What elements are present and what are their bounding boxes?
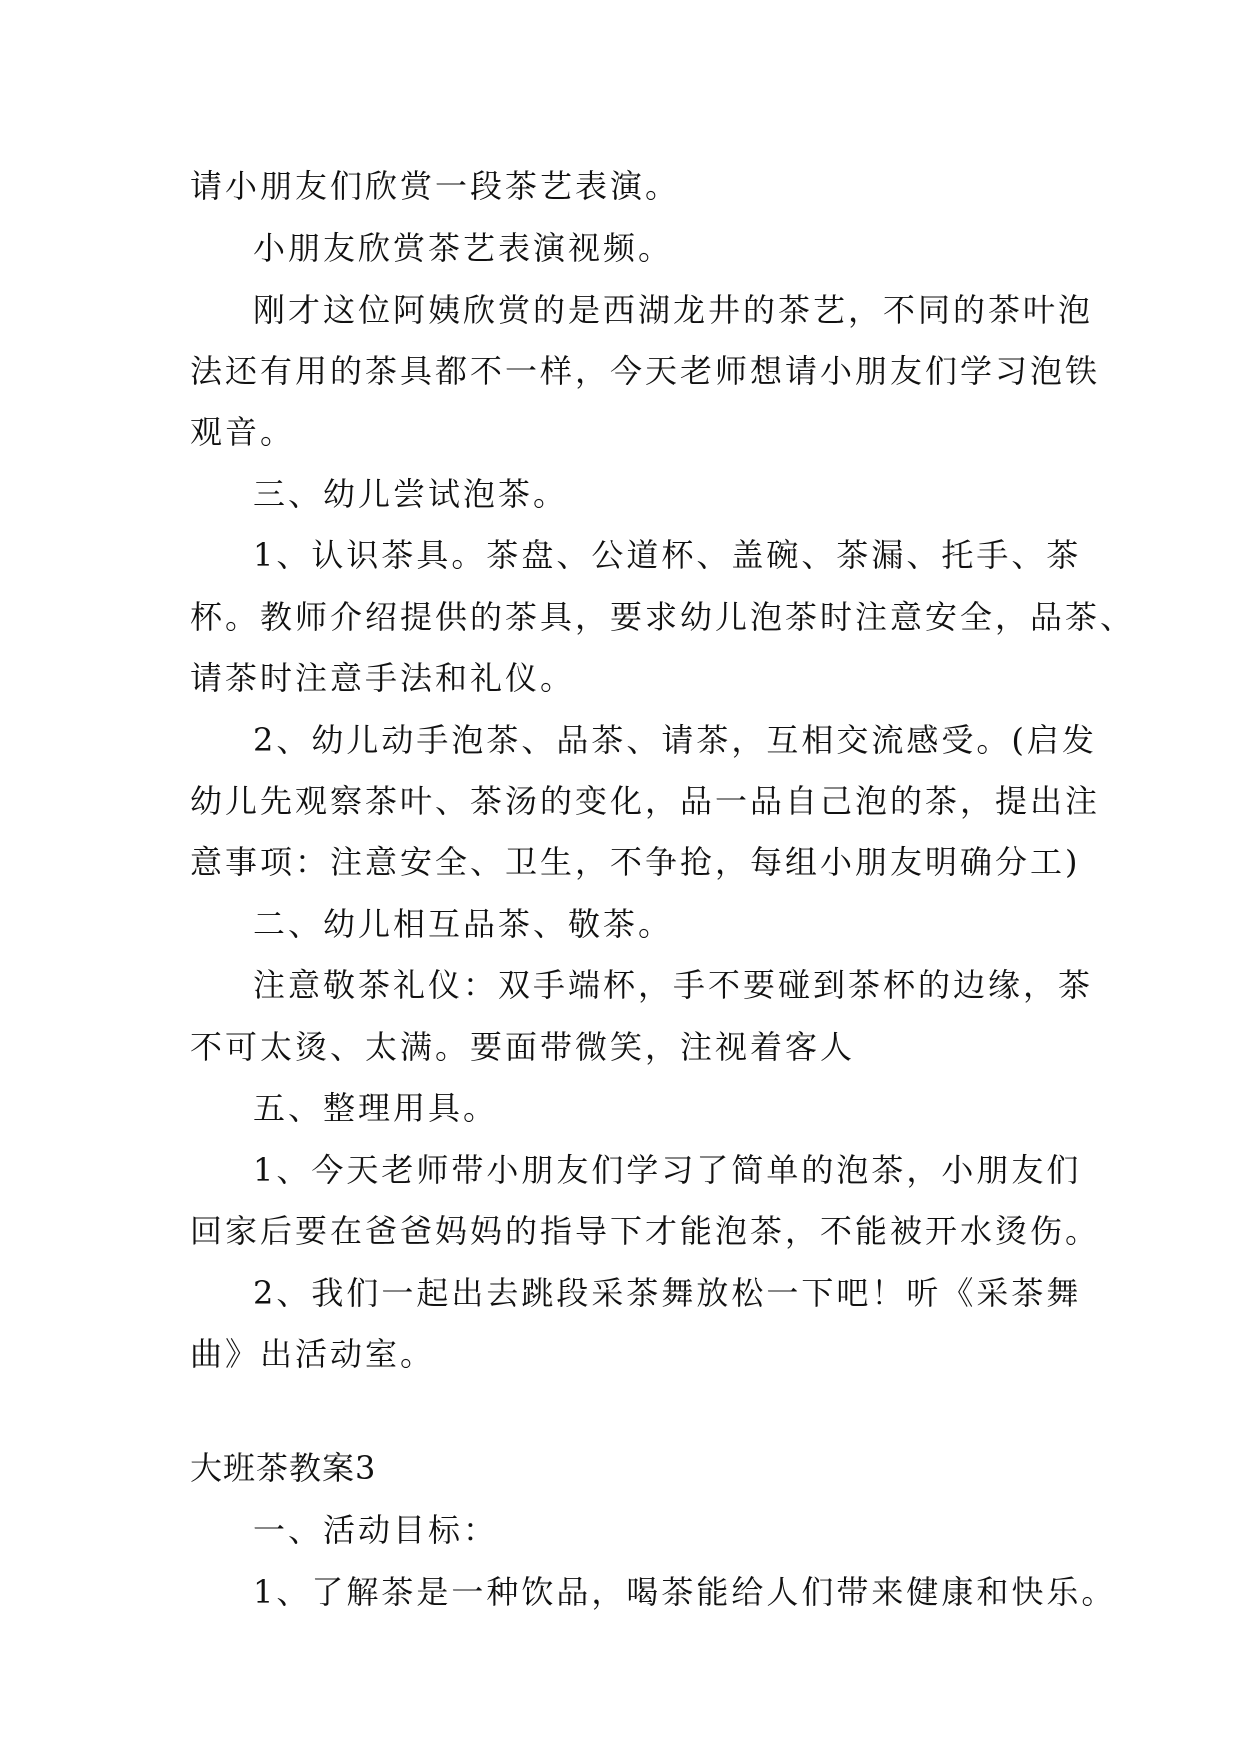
text-line-2: 小朋友欣赏茶艺表演视频。	[253, 229, 674, 267]
text-line-12: 意事项：注意安全、卫生，不争抢，每组小朋友明确分工)	[190, 843, 1081, 881]
text-line-7: 1、认识茶具。茶盘、公道杯、盖碗、茶漏、托手、茶	[253, 536, 1082, 574]
section-heading-3: 三、幼儿尝试泡茶。	[253, 475, 569, 513]
text-line-10: 2、幼儿动手泡茶、品茶、请茶，互相交流感受。(启发	[253, 721, 1097, 759]
text-line-5: 观音。	[190, 413, 296, 451]
text-line-20: 曲》出活动室。	[190, 1335, 436, 1373]
text-line-11: 幼儿先观察茶叶、茶汤的变化，品一品自己泡的茶，提出注	[190, 782, 1101, 820]
text-line-1: 请小朋友们欣赏一段茶艺表演。	[190, 167, 681, 205]
text-line-4: 法还有用的茶具都不一样，今天老师想请小朋友们学习泡铁	[190, 352, 1101, 390]
text-line-14: 注意敬茶礼仪：双手端杯，手不要碰到茶杯的边缘，茶	[253, 966, 1094, 1004]
text-line-3: 刚才这位阿姨欣赏的是西湖龙井的茶艺，不同的茶叶泡	[253, 291, 1094, 329]
text-line-15: 不可太烫、太满。要面带微笑，注视着客人	[190, 1028, 856, 1066]
text-line-19: 2、我们一起出去跳段采茶舞放松一下吧！听《采茶舞	[253, 1274, 1082, 1312]
text-line-8: 杯。教师介绍提供的茶具，要求幼儿泡茶时注意安全，品茶、	[190, 598, 1136, 636]
text-line-9: 请茶时注意手法和礼仪。	[190, 659, 576, 697]
text-line-23: 1、了解茶是一种饮品，喝茶能给人们带来健康和快乐。	[253, 1573, 1117, 1611]
section-heading-2: 二、幼儿相互品茶、敬茶。	[253, 905, 674, 943]
text-line-17: 1、今天老师带小朋友们学习了简单的泡茶，小朋友们	[253, 1151, 1082, 1189]
text-line-18: 回家后要在爸爸妈妈的指导下才能泡茶，不能被开水烫伤。	[190, 1212, 1101, 1250]
section-heading-1: 一、活动目标：	[253, 1511, 499, 1549]
document-title: 大班茶教案3	[190, 1449, 377, 1487]
section-heading-5: 五、整理用具。	[253, 1089, 499, 1127]
